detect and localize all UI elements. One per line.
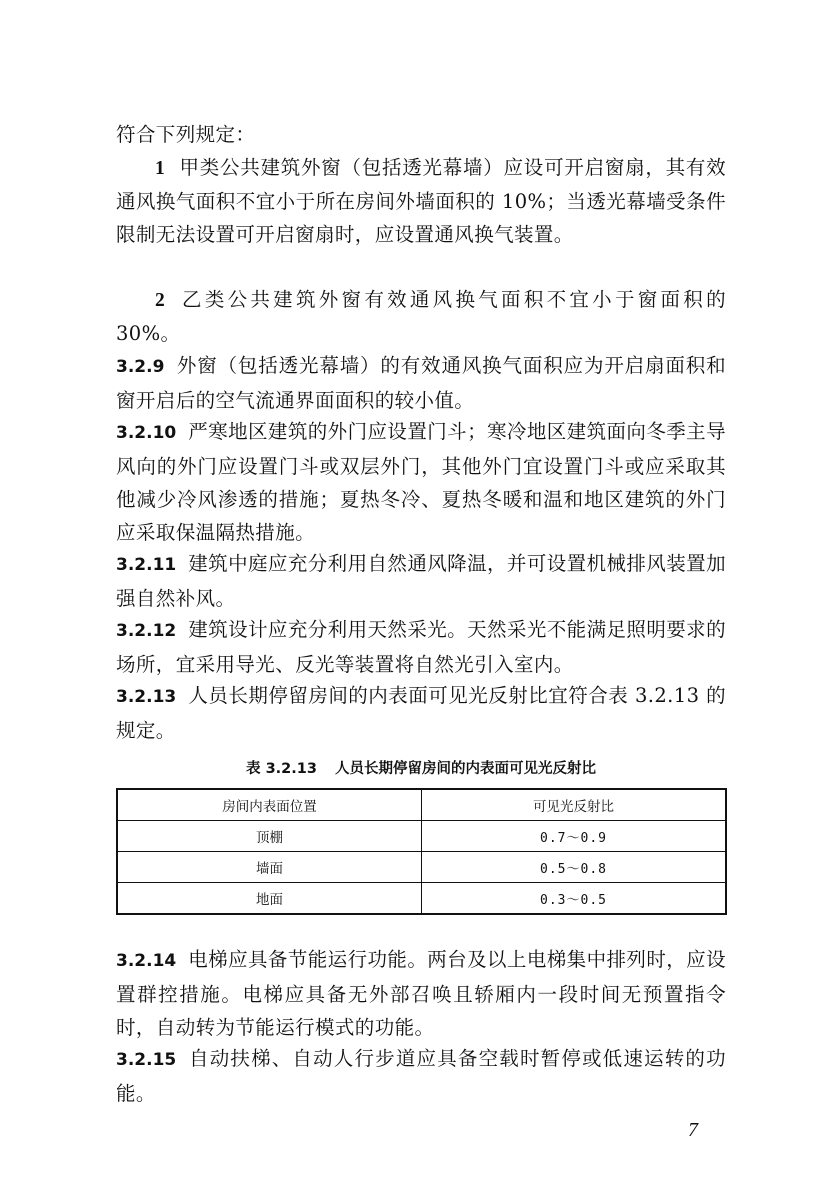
clause-3-2-12 [116,613,726,681]
table-title: 人员长期停留房间的内表面可见光反射比 [334,761,596,777]
column-header-reflectance: 可见光反射比 [422,789,727,821]
clause-3-2-9 [116,349,726,417]
clause-text: 人员长期停留房间的内表面可见光反射比宜符合表 3.2.13 的规定。 [116,684,726,742]
clause-text: 自动扶梯、自动人行步道应具备空载时暂停或低速运转的功能。 [116,1047,726,1105]
clause-3-2-11 [116,547,726,615]
clause-number: 3.2.13 [116,687,177,707]
row-label: 墙面 [117,852,422,883]
row-label: 顶棚 [117,821,422,852]
clause-text: 建筑设计应充分利用天然采光。天然采光不能满足照明要求的场所，宜采用导光、反光等装置将自然光引入室内。 [116,618,726,676]
clause-text: 电梯应具备节能运行功能。两台及以上电梯集中排列时，应设置群控措施。电梯应具备无外部召唤且轿厢内一段时间无预置指令时，自动转为节能运行模式的功能。 [116,948,726,1039]
table-row [117,883,726,915]
item-number: 1 [155,158,166,179]
column-header-position: 房间内表面位置 [117,789,422,821]
table-row [117,852,726,883]
clause-3-2-13 [116,679,726,747]
item-1 [116,151,726,251]
clause-text: 严寒地区建筑的外门应设置门斗；寒冷地区建筑面向冬季主导风向的外门应设置门斗或双层外门，其他外门宜设置门斗或应采取其他减少冷风渗透的措施；夏热冬冷、夏热冬暖和温和地区建筑的外门应采取保温隔热措施。 [116,420,726,544]
clause-3-2-15 [116,1042,726,1110]
clause-number: 3.2.11 [116,555,177,575]
clause-text: 外窗（包括透光幕墙）的有效通风换气面积应为开启扇面积和窗开启后的空气流通界面面积的较小值。 [116,354,726,412]
table-number: 表 3.2.13 [246,761,317,777]
item-text: 乙类公共建筑外窗有效通风换气面积不宜小于窗面积的 30%。 [116,288,726,345]
item-2 [116,283,726,350]
table-header-row [117,789,726,821]
table-row [117,821,726,852]
item-number: 2 [155,290,166,311]
table-caption [116,757,726,778]
clause-text: 建筑中庭应充分利用自然通风降温，并可设置机械排风装置加强自然补风。 [116,552,726,610]
row-value: 0.7～0.9 [422,821,727,852]
intro-line: 符合下列规定： [116,123,256,146]
clause-3-2-14 [116,943,726,1044]
clause-number: 3.2.15 [116,1050,177,1070]
clause-number: 3.2.9 [116,357,165,377]
reflectance-table [116,788,727,915]
clause-3-2-10 [116,415,726,549]
row-label: 地面 [117,883,422,915]
item-text: 甲类公共建筑外窗（包括透光幕墙）应设可开启窗扇，其有效通风换气面积不宜小于所在房间外墙面积的 10%；当透光幕墙受条件限制无法设置可开启窗扇时，应设置通风换气装置。 [116,156,726,246]
page-number: 7 [688,1119,698,1141]
row-value: 0.3～0.5 [422,883,727,915]
clause-number: 3.2.10 [116,423,177,443]
row-value: 0.5～0.8 [422,852,727,883]
clause-number: 3.2.12 [116,621,177,641]
clause-number: 3.2.14 [116,951,177,971]
